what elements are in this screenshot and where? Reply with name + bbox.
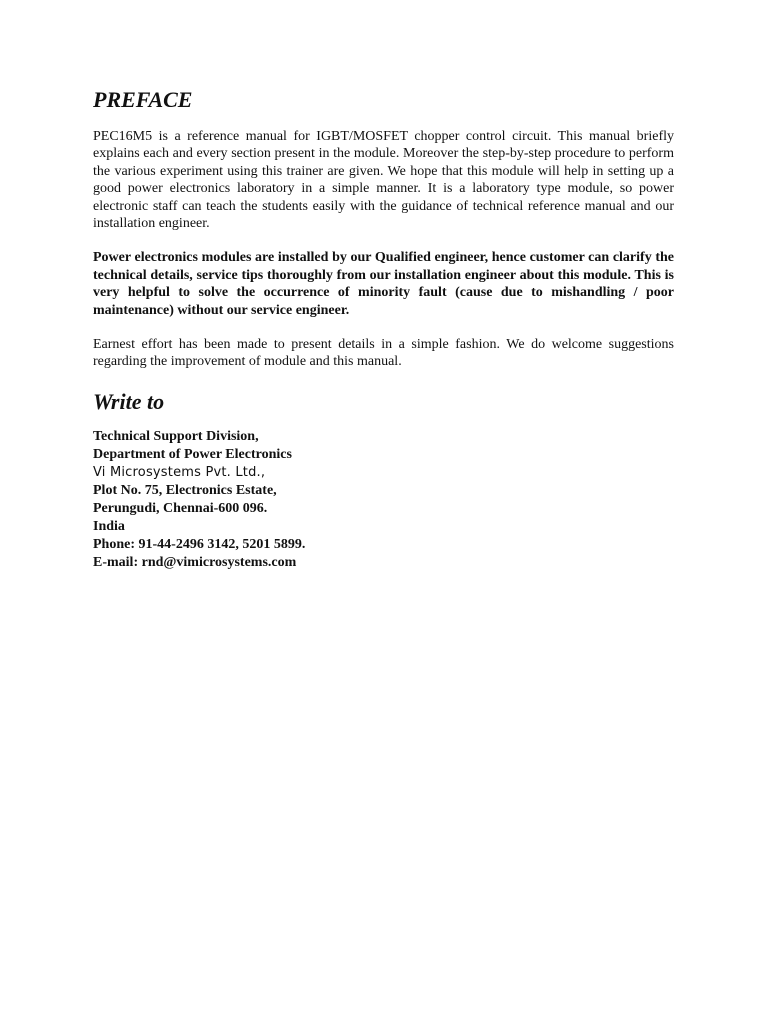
preface-paragraph-1: PEC16M5 is a reference manual for IGBT/MOSFET chopper control circuit. This manual briefly explains each and every section present in the module. Moreover the step-by-step procedure to perform the various experiment using this trainer are given. We hope that this module will help in setting up a good power electronics laboratory in a simple manner. It is a laboratory type module, so power electronic staff can teach the students easily with the guidance of technical reference manual and our installation engineer. xyxy=(93,129,674,232)
address-company: Vi Microsystems Pvt. Ltd., xyxy=(93,464,266,480)
address-phone: Phone: 91-44-2496 3142, 5201 5899. xyxy=(93,536,306,552)
address-division: Technical Support Division, xyxy=(93,428,259,444)
address-street: Plot No. 75, Electronics Estate, xyxy=(93,482,277,498)
address-city: Perungudi, Chennai-600 096. xyxy=(93,500,268,516)
contact-address xyxy=(93,428,674,572)
address-department: Department of Power Electronics xyxy=(93,446,292,462)
address-email: E-mail: rnd@vimicrosystems.com xyxy=(93,554,297,570)
write-to-heading: Write to xyxy=(93,388,165,414)
document-page xyxy=(93,86,674,572)
preface-paragraph-2: Power electronics modules are installed by our Qualified engineer, hence customer can clarify the technical details, service tips thoroughly from our installation engineer about this module. This is very helpful to solve the occurrence of minority fault (cause due to mishandling / poor maintenance) without our service engineer. xyxy=(93,250,674,318)
preface-paragraph-3: Earnest effort has been made to present details in a simple fashion. We do welcome suggestions regarding the improvement of module and this manual. xyxy=(93,337,674,370)
address-country: India xyxy=(93,518,125,534)
preface-heading: PREFACE xyxy=(93,87,193,112)
